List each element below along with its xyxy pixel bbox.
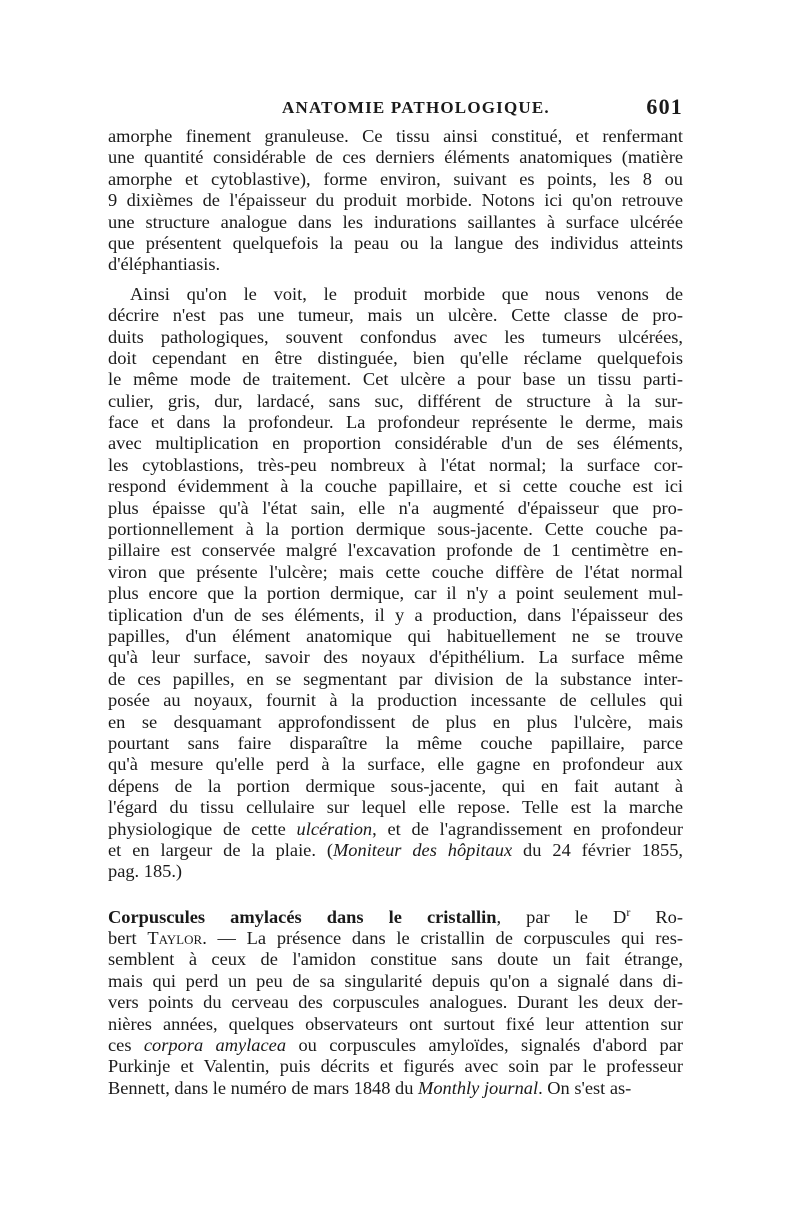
text-run: plus épaisse qu'à l'état sain, elle n'a augmenté d'épaisseur que pro- [108,497,683,518]
text-line [108,305,683,326]
superscript: r [626,904,631,919]
italic-text: Moniteur des hôpitaux [332,839,513,860]
text-run: doit cependant en être distinguée, bien qu'elle réclame quelquefois [108,347,683,368]
text-run: , par le D [496,906,627,927]
text-line [108,1035,683,1056]
text-line [108,1014,683,1035]
text-run: en se desquamant approfondissent de plus en plus l'ulcère, mais [108,711,683,732]
text-line [108,626,683,647]
text-run: pillaire est conservée malgré l'excavation profonde de 1 centimètre en- [108,540,683,561]
text-line [108,647,683,668]
text-run: le même mode de traitement. Cet ulcère a pour base un tissu parti- [108,369,683,390]
text-run: une quantité considérable de ces derniers éléments anatomiques (matière [108,147,683,168]
text-run: viron que présente l'ulcère; mais cette couche diffère de l'état normal [108,561,683,582]
text-line [108,1078,683,1099]
text-line [108,476,683,497]
text-line [108,733,683,754]
text-line [108,498,683,519]
text-line [108,455,683,476]
paragraph-gap [108,276,683,284]
text-line [108,169,683,190]
text-run: bert [108,928,148,949]
text-run: dépens de la portion dermique sous-jacente, qui en fait autant à [108,775,683,796]
text-run: amorphe finement granuleuse. Ce tissu ainsi constitué, et renfermant [108,126,683,146]
paragraph [108,126,683,276]
body-text [108,126,683,1099]
text-run: face et dans la profondeur. La profondeur représente le derme, mais [108,412,683,433]
text-line [108,540,683,561]
text-line [108,840,683,861]
text-run: qu'à mesure qu'elle perd à la surface, elle gagne en profondeur aux [108,754,683,775]
text-line [108,412,683,433]
running-title: ANATOMIE PATHOLOGIQUE. [282,98,550,117]
text-run: semblent à ceux de l'amidon constitue sans doute un fait étrange, [108,949,683,970]
text-run: Ainsi qu'on le voit, le produit morbide que nous venons de [130,283,683,304]
text-run: décrire n'est pas une tumeur, mais un ulcère. Cette classe de pro- [108,305,683,326]
text-run: Bennett, dans le numéro de mars 1848 du [108,1077,419,1098]
section-paragraph [108,904,683,1100]
text-run: Purkinje et Valentin, puis décrits et figurés avec soin par le professeur [108,1056,683,1077]
text-run: les cytoblastions, très-peu nombreux à l'état normal; la surface cor- [108,454,683,475]
section-heading: Corpuscules amylacés dans le cristallin [108,906,497,927]
italic-text: ulcération [296,818,373,839]
text-line [108,712,683,733]
text-line [108,949,683,970]
text-line [108,605,683,626]
text-line [108,433,683,454]
text-run: de ces papilles, en se segmentant par division de la substance inter- [108,668,683,689]
text-line [108,562,683,583]
text-line [108,284,683,305]
text-run: physiologique de cette [108,818,297,839]
text-line [108,928,683,949]
text-run: une structure analogue dans les indurations saillantes à surface ulcérée [108,211,683,232]
page-number: 601 [646,94,683,119]
text-line [108,669,683,690]
text-run: plus encore que la portion dermique, car il n'y a point seulement mul- [108,583,683,604]
text-line [108,776,683,797]
text-line [108,754,683,775]
text-run: 9 dixièmes de l'épaisseur du produit morbide. Notons ici qu'on retrouve [108,190,683,211]
text-run: que présentent quelquefois la peau ou la langue des individus atteints [108,232,683,253]
text-line [108,327,683,348]
text-line [108,391,683,412]
text-run: pourtant sans faire disparaître la même couche papillaire, parce [108,732,683,753]
text-run: tiplication d'un de ses éléments, il y a production, dans l'épaisseur des [108,604,683,625]
text-run: d'éléphantiasis. [108,254,221,275]
text-line [108,348,683,369]
text-line [108,861,683,882]
text-line [108,971,683,992]
text-line [108,583,683,604]
paragraph [108,284,683,883]
text-run: pag. 185.) [108,861,183,882]
text-run: . — La présence dans le cristallin de corpuscules qui res- [202,928,683,949]
text-line [108,369,683,390]
text-run: qu'à leur surface, savoir des noyaux d'épithélium. La surface même [108,647,683,668]
text-line [108,126,683,147]
text-line [108,797,683,818]
text-line [108,1056,683,1077]
text-run: Ro- [630,906,683,927]
page-header [108,94,683,122]
italic-text: Monthly journal [418,1077,539,1098]
paragraph-gap [108,883,683,907]
text-line [108,233,683,254]
text-line [108,190,683,211]
text-run: . On s'est as- [538,1077,632,1098]
text-run: l'égard du tissu cellulaire sur lequel elle repose. Telle est la marche [108,797,683,818]
text-run: et en largeur de la plaie. ( [108,839,333,860]
text-line [108,992,683,1013]
text-run: , et de l'agrandissement en profondeur [372,818,683,839]
author-name: Taylor [147,928,203,949]
text-line [108,904,683,928]
text-run: duits pathologiques, souvent confondus avec les tumeurs ulcérées, [108,326,683,347]
text-run: papilles, d'un élément anatomique qui habituellement ne se trouve [108,625,683,646]
text-run: amorphe et cytoblastive), forme environ, suivant es points, les 8 ou [108,168,683,189]
text-line [108,519,683,540]
text-line [108,254,683,275]
text-line [108,819,683,840]
text-run: avec multiplication en proportion considérable d'un de ses éléments, [108,433,683,454]
text-run: vers points du cerveau des corpuscules analogues. Durant les deux der- [108,992,683,1013]
text-run: ces [108,1035,144,1056]
text-run: du 24 février 1855, [512,839,683,860]
text-line [108,147,683,168]
text-run: portionnellement à la portion dermique sous-jacente. Cette couche pa- [108,519,683,540]
text-run: nières années, quelques observateurs ont surtout fixé leur attention sur [108,1013,683,1034]
text-run: respond évidemment à la couche papillaire, et si cette couche est ici [108,476,683,497]
text-run: ou corpuscules amyloïdes, signalés d'abord par [286,1035,683,1056]
text-run: posée au noyaux, fournit à la production incessante de cellules qui [108,690,683,711]
text-line [108,690,683,711]
text-run: culier, gris, dur, lardacé, sans suc, différent de structure à la sur- [108,390,683,411]
text-run: mais qui perd un peu de sa singularité depuis qu'on a signalé dans di- [108,970,683,991]
text-line [108,212,683,233]
italic-text: corpora amylacea [143,1035,287,1056]
